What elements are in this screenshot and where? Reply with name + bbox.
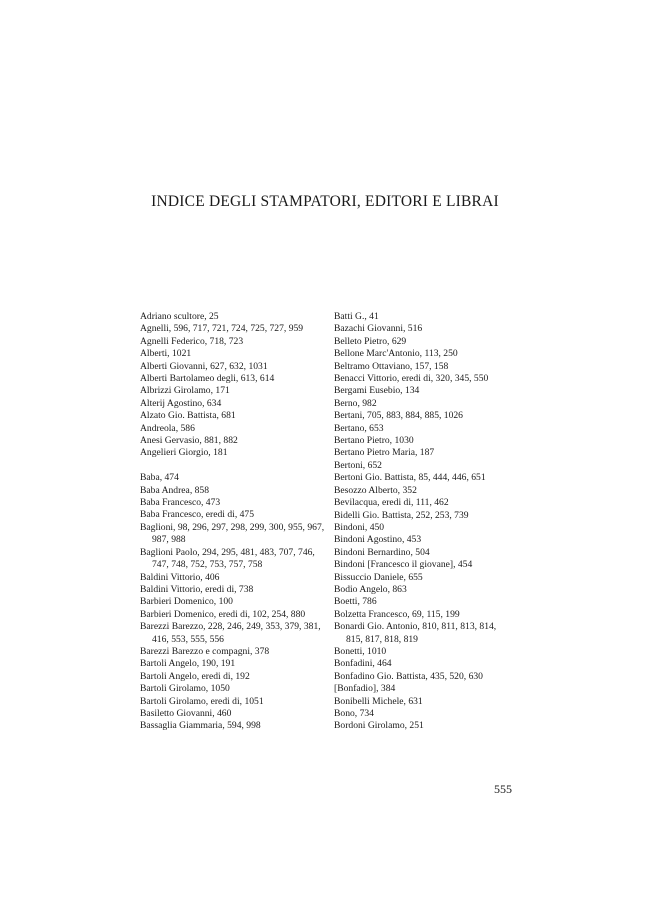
index-entry: Bindoni, 450 — [334, 521, 385, 533]
index-entry: Alberti Bartolameo degli, 613, 614 — [140, 373, 275, 385]
index-entry: Alterij Agostino, 634 — [140, 397, 222, 409]
index-entry: Baba Andrea, 858 — [140, 484, 210, 496]
index-entry: Baba Francesco, eredi di, 475 — [140, 509, 255, 521]
index-entry: Bertano Pietro, 1030 — [334, 435, 414, 447]
index-entry: Bonfadino Gio. Battista, 435, 520, 630 — [334, 670, 483, 682]
index-entry: Basiletto Giovanni, 460 — [140, 707, 232, 719]
index-entry: Beltramo Ottaviano, 157, 158 — [334, 360, 449, 372]
index-entry: Bonardi Gio. Antonio, 810, 811, 813, 814, 815, 817, 818, 819 — [334, 621, 497, 645]
index-entry: Bertani, 705, 883, 884, 885, 1026 — [334, 410, 463, 422]
index-entry: Bellone Marc'Antonio, 113, 250 — [334, 348, 458, 360]
index-entry: Bolzetta Francesco, 69, 115, 199 — [334, 608, 460, 620]
index-entry: Andreola, 586 — [140, 422, 195, 434]
page-number: 555 — [494, 782, 512, 796]
index-entry: Baba Francesco, 473 — [140, 497, 221, 509]
index-entry: Anesi Gervasio, 881, 882 — [140, 435, 238, 447]
index-entry: Bonetti, 1010 — [334, 645, 387, 657]
index-entry: Barezzi Barezzo, 228, 246, 249, 353, 379, 381, 416, 553, 555, 556 — [140, 621, 321, 645]
index-entry: [Bonfadio], 384 — [334, 683, 396, 695]
index-entry: Bassaglia Giammaria, 594, 998 — [140, 720, 261, 732]
index-entry: Bevilacqua, eredi di, 111, 462 — [334, 497, 449, 509]
index-entry: Albrizzi Girolamo, 171 — [140, 385, 230, 397]
index-entry: Bodio Angelo, 863 — [334, 583, 407, 595]
index-entry: Alberti Giovanni, 627, 632, 1031 — [140, 360, 268, 372]
index-entry: Bissuccio Daniele, 655 — [334, 571, 423, 583]
index-entry: Alberti, 1021 — [140, 348, 192, 360]
index-entry: Bergami Eusebio, 134 — [334, 385, 420, 397]
section-gap — [140, 460, 325, 472]
index-entry: Bartoli Girolamo, 1050 — [140, 683, 230, 695]
index-entry: Baba, 474 — [140, 472, 179, 484]
index-entry: Boetti, 786 — [334, 596, 377, 608]
index-entry: Bazachi Giovanni, 516 — [334, 323, 423, 335]
index-entry: Bidelli Gio. Battista, 252, 253, 739 — [334, 509, 469, 521]
index-entry: Berno, 982 — [334, 397, 377, 409]
index-entry: Bertoni, 652 — [334, 459, 382, 471]
index-entry: Baglioni Paolo, 294, 295, 481, 483, 707, 746, 747, 748, 752, 753, 757, 758 — [140, 546, 315, 571]
index-entry: Bertano Pietro Maria, 187 — [334, 447, 435, 459]
index-entry: Bonibelli Michele, 631 — [334, 695, 423, 707]
index-entry: Adriano scultore, 25 — [140, 311, 219, 322]
index-entry: Bertoni Gio. Battista, 85, 444, 446, 651 — [334, 472, 486, 484]
index-entry: Benacci Vittorio, eredi di, 320, 345, 550 — [334, 373, 489, 385]
index-entry: Barezzi Barezzo e compagni, 378 — [140, 645, 270, 657]
index-entry: Bartoli Girolamo, eredi di, 1051 — [140, 695, 264, 707]
index-entry: Barbieri Domenico, 100 — [140, 596, 233, 608]
index-column-left — [140, 311, 325, 733]
index-entry: Bartoli Angelo, 190, 191 — [140, 658, 236, 670]
index-entry: Bertano, 653 — [334, 422, 384, 434]
index-entry: Angelieri Giorgio, 181 — [140, 447, 228, 459]
index-entry: Agnelli Federico, 718, 723 — [140, 335, 244, 347]
index-entry: Alzato Gio. Battista, 681 — [140, 410, 236, 422]
index-entry: Bindoni Bernardino, 504 — [334, 546, 430, 558]
index-entry: Besozzo Alberto, 352 — [334, 484, 417, 496]
index-entry: Bonfadini, 464 — [334, 658, 392, 670]
index-entry: Baldini Vittorio, eredi di, 738 — [140, 583, 254, 595]
index-entry: Agnelli, 596, 717, 721, 724, 725, 727, 959 — [140, 323, 304, 335]
index-entry: Bartoli Angelo, eredi di, 192 — [140, 670, 250, 682]
index-entry: Bordoni Girolamo, 251 — [334, 720, 424, 732]
index-entry: Batti G., 41 — [334, 311, 379, 322]
index-entry: Bono, 734 — [334, 708, 374, 719]
index-entry: Baglioni, 98, 296, 297, 298, 299, 300, 955, 967, 987, 988 — [140, 521, 325, 546]
index-entry: Bindoni Agostino, 453 — [334, 534, 422, 546]
index-entry: Baldini Vittorio, 406 — [140, 571, 220, 583]
index-column-right — [334, 311, 514, 733]
index-entry: Bindoni [Francesco il giovane], 454 — [334, 559, 473, 571]
index-entry: Belleto Pietro, 629 — [334, 335, 407, 347]
page-title: INDICE DEGLI STAMPATORI, EDITORI E LIBRAI — [151, 193, 499, 210]
index-entry: Barbieri Domenico, eredi di, 102, 254, 880 — [140, 608, 306, 620]
